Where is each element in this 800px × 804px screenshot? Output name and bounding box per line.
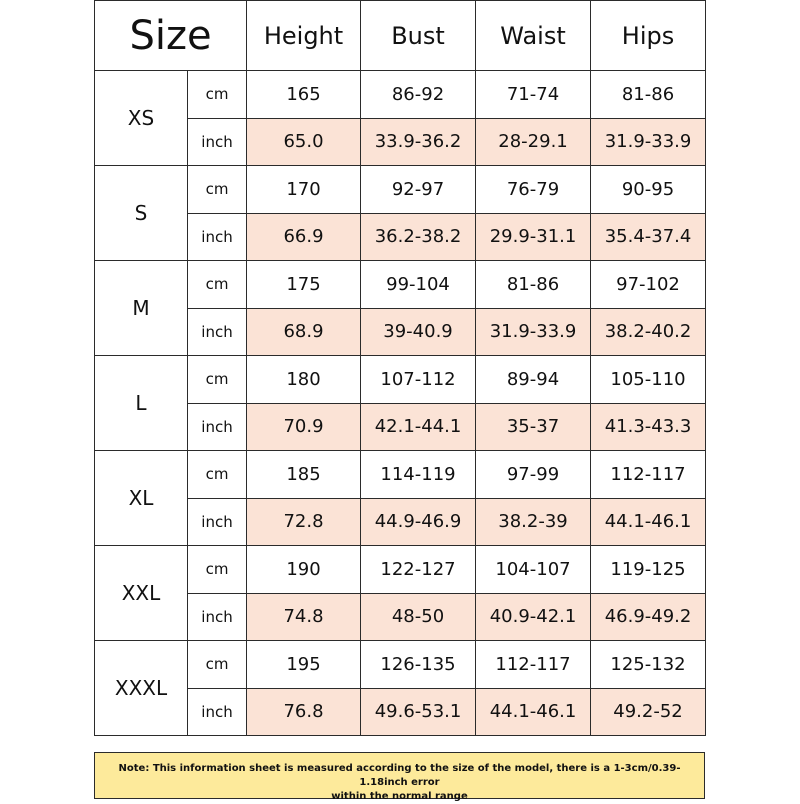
size-label: XS [95, 71, 188, 166]
height-cm-cell: 185 [247, 451, 361, 499]
table-row [95, 451, 706, 499]
hips-inch-cell: 44.1-46.1 [591, 498, 706, 546]
height-cm-cell: 175 [247, 261, 361, 309]
bust-cm-cell: 92-97 [361, 166, 476, 214]
height-cm-cell: 165 [247, 71, 361, 119]
table-row [95, 261, 706, 309]
size-label: S [95, 166, 188, 261]
waist-cm-cell: 71-74 [476, 71, 591, 119]
unit-label-inch: inch [188, 403, 247, 451]
hips-cm-cell: 81-86 [591, 71, 706, 119]
column-header-bust: Bust [361, 1, 476, 71]
hips-cm-cell: 105-110 [591, 356, 706, 404]
unit-label-cm: cm [188, 546, 247, 594]
unit-label-inch: inch [188, 213, 247, 261]
height-cm-cell: 195 [247, 641, 361, 689]
waist-cm-cell: 81-86 [476, 261, 591, 309]
header-row [95, 1, 706, 71]
waist-inch-cell: 28-29.1 [476, 118, 591, 166]
bust-inch-cell: 33.9-36.2 [361, 118, 476, 166]
bust-cm-cell: 122-127 [361, 546, 476, 594]
size-chart [94, 0, 705, 736]
height-inch-cell: 72.8 [247, 498, 361, 546]
hips-inch-cell: 38.2-40.2 [591, 308, 706, 356]
height-inch-cell: 70.9 [247, 403, 361, 451]
unit-label-cm: cm [188, 71, 247, 119]
waist-cm-cell: 76-79 [476, 166, 591, 214]
waist-cm-cell: 89-94 [476, 356, 591, 404]
bust-cm-cell: 86-92 [361, 71, 476, 119]
bust-cm-cell: 99-104 [361, 261, 476, 309]
hips-cm-cell: 90-95 [591, 166, 706, 214]
bust-inch-cell: 39-40.9 [361, 308, 476, 356]
height-inch-cell: 74.8 [247, 593, 361, 641]
hips-inch-cell: 31.9-33.9 [591, 118, 706, 166]
bust-inch-cell: 36.2-38.2 [361, 213, 476, 261]
waist-inch-cell: 35-37 [476, 403, 591, 451]
column-header-waist: Waist [476, 1, 591, 71]
bust-cm-cell: 107-112 [361, 356, 476, 404]
size-label: XL [95, 451, 188, 546]
waist-cm-cell: 97-99 [476, 451, 591, 499]
waist-inch-cell: 38.2-39 [476, 498, 591, 546]
size-label: M [95, 261, 188, 356]
table-row [95, 356, 706, 404]
bust-inch-cell: 49.6-53.1 [361, 688, 476, 736]
hips-inch-cell: 35.4-37.4 [591, 213, 706, 261]
unit-label-inch: inch [188, 498, 247, 546]
table-row [95, 641, 706, 689]
hips-cm-cell: 119-125 [591, 546, 706, 594]
height-inch-cell: 66.9 [247, 213, 361, 261]
unit-label-cm: cm [188, 356, 247, 404]
waist-inch-cell: 29.9-31.1 [476, 213, 591, 261]
height-cm-cell: 170 [247, 166, 361, 214]
height-cm-cell: 180 [247, 356, 361, 404]
hips-cm-cell: 125-132 [591, 641, 706, 689]
note-line-2: within the normal range [331, 791, 468, 802]
size-table [94, 0, 706, 736]
column-header-hips: Hips [591, 1, 706, 71]
height-inch-cell: 68.9 [247, 308, 361, 356]
unit-label-inch: inch [188, 688, 247, 736]
waist-inch-cell: 44.1-46.1 [476, 688, 591, 736]
hips-inch-cell: 49.2-52 [591, 688, 706, 736]
bust-cm-cell: 114-119 [361, 451, 476, 499]
height-inch-cell: 76.8 [247, 688, 361, 736]
height-inch-cell: 65.0 [247, 118, 361, 166]
bust-inch-cell: 44.9-46.9 [361, 498, 476, 546]
unit-label-inch: inch [188, 118, 247, 166]
unit-label-inch: inch [188, 308, 247, 356]
hips-cm-cell: 112-117 [591, 451, 706, 499]
hips-cm-cell: 97-102 [591, 261, 706, 309]
table-row [95, 546, 706, 594]
table-row [95, 71, 706, 119]
hips-inch-cell: 46.9-49.2 [591, 593, 706, 641]
bust-inch-cell: 42.1-44.1 [361, 403, 476, 451]
table-row [95, 166, 706, 214]
column-header-height: Height [247, 1, 361, 71]
bust-inch-cell: 48-50 [361, 593, 476, 641]
unit-label-inch: inch [188, 593, 247, 641]
unit-label-cm: cm [188, 166, 247, 214]
bust-cm-cell: 126-135 [361, 641, 476, 689]
measurement-note [94, 752, 705, 802]
hips-inch-cell: 41.3-43.3 [591, 403, 706, 451]
waist-inch-cell: 31.9-33.9 [476, 308, 591, 356]
note-line-1: Note: This information sheet is measured according to the size of the model, there is a 1-3cm/0.39-1.18inch error [118, 763, 681, 788]
height-cm-cell: 190 [247, 546, 361, 594]
unit-label-cm: cm [188, 451, 247, 499]
waist-cm-cell: 104-107 [476, 546, 591, 594]
waist-inch-cell: 40.9-42.1 [476, 593, 591, 641]
unit-label-cm: cm [188, 641, 247, 689]
size-title: Size [95, 1, 247, 71]
unit-label-cm: cm [188, 261, 247, 309]
size-label: XXXL [95, 641, 188, 736]
size-label: XXL [95, 546, 188, 641]
size-label: L [95, 356, 188, 451]
waist-cm-cell: 112-117 [476, 641, 591, 689]
